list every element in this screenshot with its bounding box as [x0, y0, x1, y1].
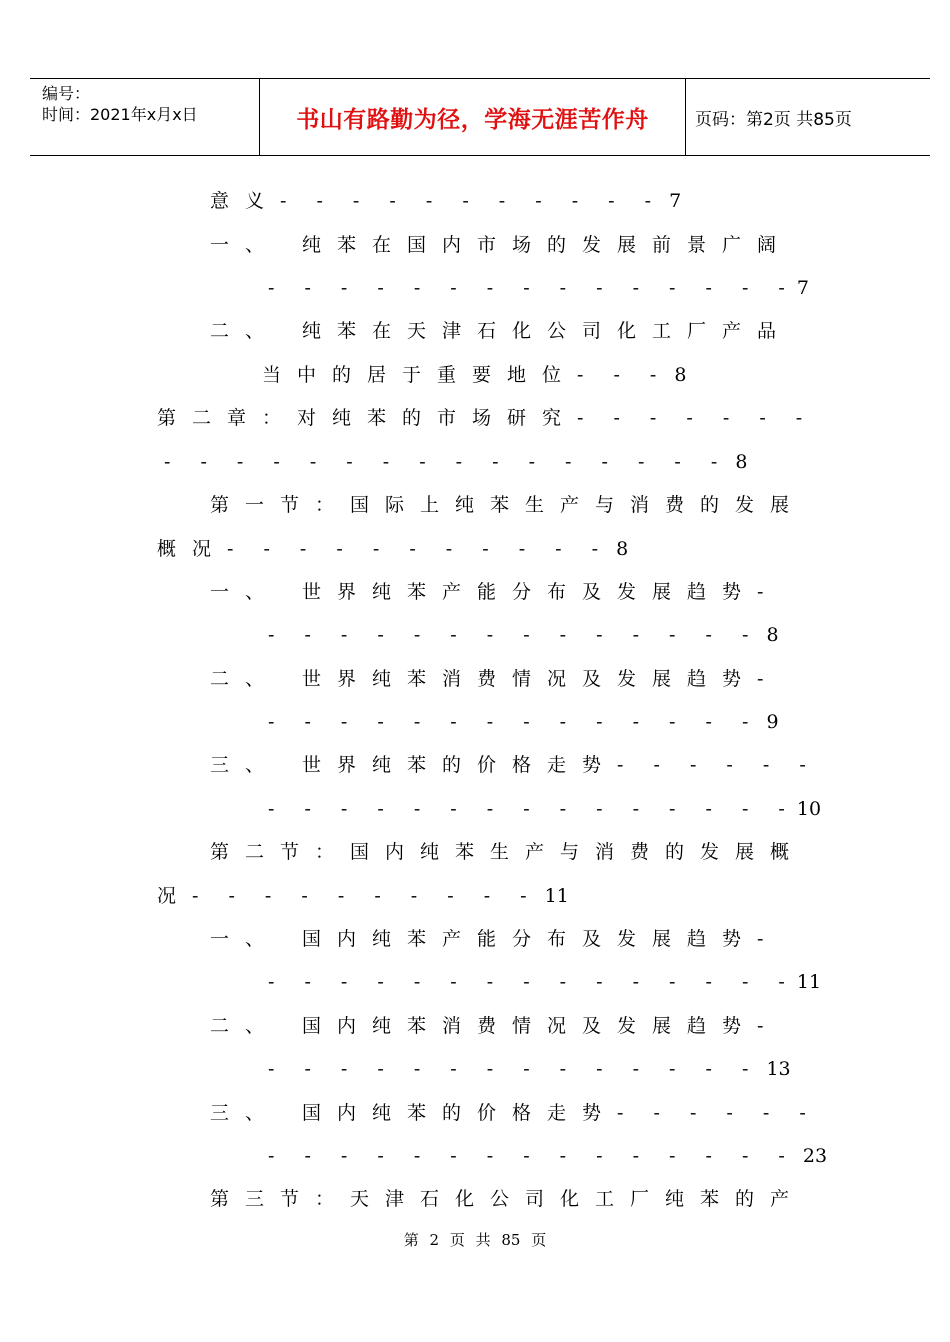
toc-line: - - - - - - - - - - - - - - 13: [268, 1058, 791, 1080]
header-meta: [42, 83, 262, 125]
toc-line: 三、 世界纯苯的价格走势- - - - - -: [210, 754, 818, 776]
header-divider: [685, 79, 686, 155]
page-footer: 第 2 页 共 85 页: [403, 1231, 547, 1249]
header-page-number: 页码：第2页 共85页: [695, 109, 852, 130]
header-motto: 书山有路勤为径，学海无涯苦作舟: [296, 106, 649, 133]
toc-line: 二、 国内纯苯消费情况及发展趋势-: [210, 1015, 776, 1037]
toc-line: 一、 国内纯苯产能分布及发展趋势-: [210, 928, 776, 950]
toc-line: - - - - - - - - - - - - - - - - 8: [164, 451, 748, 473]
toc-line: - - - - - - - - - - - - - - -11: [268, 971, 822, 993]
toc-line: 当中的居于重要地位- - - 8: [262, 364, 687, 386]
toc-line: 一、 纯苯在国内市场的发展前景广阔: [210, 234, 793, 256]
toc-line: 第三节：天津石化公司化工厂纯苯的产: [210, 1188, 806, 1210]
toc-line: 第一节：国际上纯苯生产与消费的发展: [210, 494, 806, 516]
toc-line: 意义- - - - - - - - - - - 7: [210, 190, 682, 212]
toc-line: 一、 世界纯苯产能分布及发展趋势-: [210, 581, 776, 603]
toc-line: - - - - - - - - - - - - - - 8: [268, 624, 779, 646]
toc-line: - - - - - - - - - - - - - - -7: [268, 277, 809, 299]
toc-line: - - - - - - - - - - - - - - - 23: [268, 1145, 828, 1167]
toc-line: 二、 纯苯在天津石化公司化工厂产品: [210, 320, 793, 342]
document-time-label: 时间：2021年x月x日: [42, 105, 198, 124]
toc-line: 三、 国内纯苯的价格走势- - - - - -: [210, 1102, 818, 1124]
toc-line: 二、 世界纯苯消费情况及发展趋势-: [210, 668, 776, 690]
page-header: [30, 78, 930, 156]
toc-line: - - - - - - - - - - - - - - 9: [268, 711, 779, 733]
toc-line: 第二章：对纯苯的市场研究- - - - - - -: [157, 407, 815, 429]
document-number-label: 编号：: [42, 84, 91, 103]
toc-line: 第二节：国内纯苯生产与消费的发展概: [210, 841, 806, 863]
toc-line: - - - - - - - - - - - - - - -10: [268, 798, 822, 820]
toc-line: 况- - - - - - - - - - 11: [157, 885, 569, 907]
toc-line: 概况- - - - - - - - - - - 8: [157, 538, 629, 560]
